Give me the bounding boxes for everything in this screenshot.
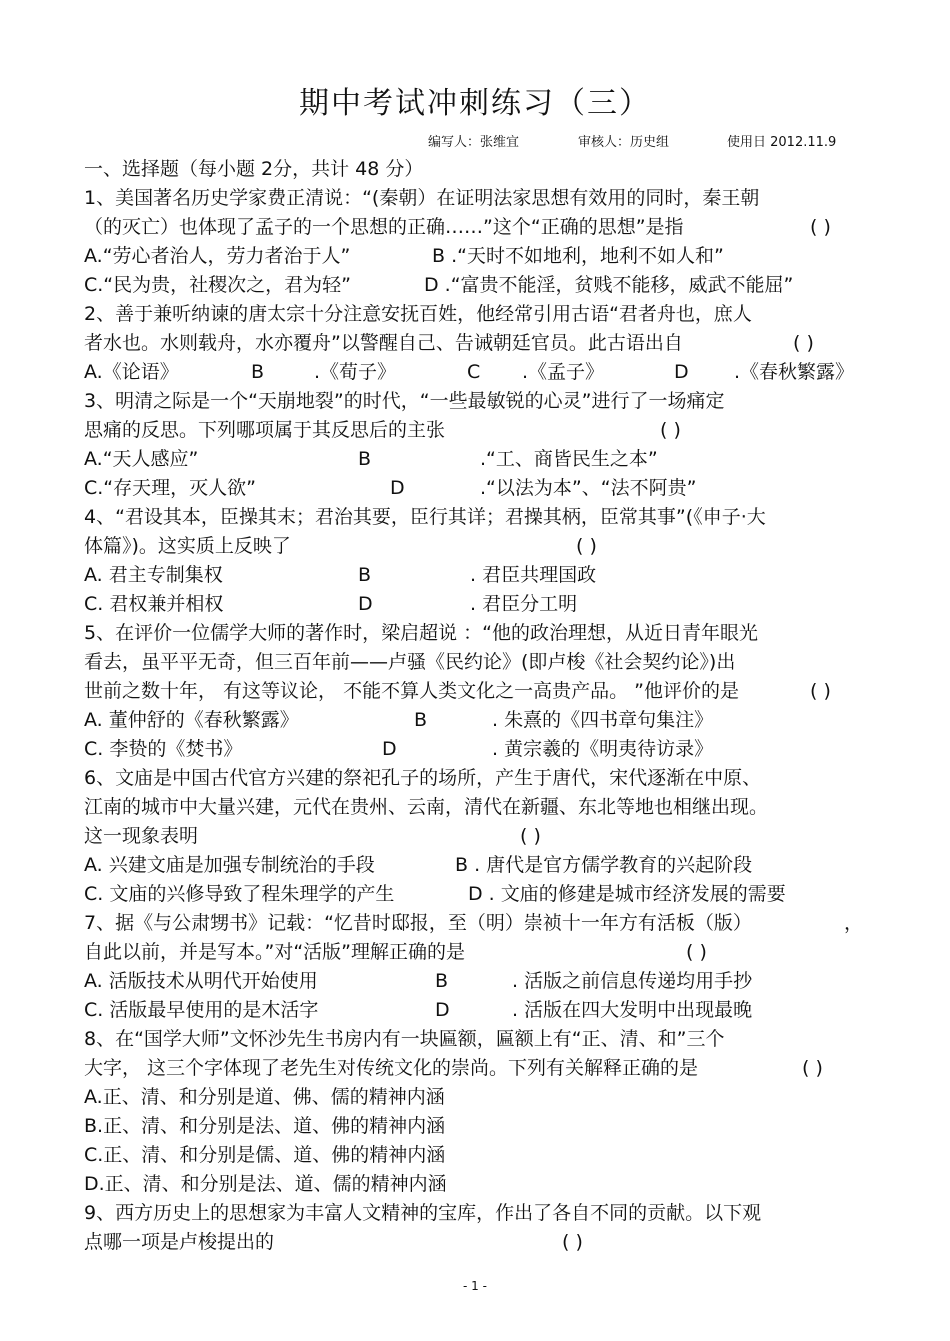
q3-stem-line-2 — [84, 418, 681, 442]
q6-stem-line-1: 6、文庙是中国古代官方兴建的祭祀孔子的场所，产生于唐代，宋代逐渐在中原、 — [84, 767, 762, 789]
q1-answer-blank: ( ) — [810, 216, 831, 238]
q5-option-d-letter: D — [382, 738, 397, 760]
q7-options-row-1 — [84, 969, 753, 993]
q5-stem-line-1: 5、在评价一位儒学大师的著作时，梁启超说 ：“他的政治理想，从近日青年眼光 — [84, 622, 758, 644]
q3-options-row-1 — [84, 447, 658, 471]
q1-options-row-2 — [84, 273, 794, 297]
q9-answer-blank: ( ) — [562, 1231, 583, 1253]
q6-options-row-1 — [84, 853, 753, 877]
q7-option-b-letter: B — [435, 970, 449, 992]
q6-stem-line-2: 江南的城市中大量兴建，元代在贵州、云南，清代在新疆、东北等地也相继出现。 — [84, 796, 769, 818]
q7-answer-blank: ( ) — [686, 941, 707, 963]
q4-options-row-1 — [84, 563, 597, 587]
q2-answer-blank: ( ) — [793, 332, 814, 354]
q2-stem-line-2 — [84, 331, 814, 355]
q7-stem-comma: ， — [844, 912, 864, 934]
q7-option-a: A. 活版技术从明代开始使用 — [84, 970, 318, 992]
q1-option-a: A.“劳心者治人，劳力者治于人” — [84, 245, 351, 267]
q8-stem-line-2 — [84, 1056, 823, 1080]
q7-stem-line-1 — [84, 911, 864, 935]
q3-stem-line-1: 3、明清之际是一个“天崩地裂”的时代，“一些最敏锐的心灵”进行了一场痛定 — [84, 390, 725, 412]
q3-option-d: .“以法为本”、“法不阿贵” — [480, 477, 697, 499]
q6-option-c: C. 文庙的兴修导致了程朱理学的产生 — [84, 883, 395, 905]
q4-option-c: C. 君权兼并相权 — [84, 593, 224, 615]
q6-answer-blank: ( ) — [520, 825, 541, 847]
q5-stem-line-2: 看去，虽平平无奇，但三百年前——卢骚《民约论》(即卢梭《社会契约论》)出 — [84, 651, 736, 673]
q2-stem-text: 者水也。水则载舟，水亦覆舟”以警醒自己、告诫朝廷官员。此古语出自 — [84, 332, 683, 354]
q2-option-c-letter: C — [467, 361, 481, 383]
q3-answer-blank: ( ) — [660, 419, 681, 441]
q6-stem-line-3 — [84, 824, 541, 848]
q7-stem-line-2 — [84, 940, 707, 964]
q2-option-d-letter: D — [674, 361, 689, 383]
q4-option-a: A. 君主专制集权 — [84, 564, 223, 586]
q9-stem-line-1: 9、西方历史上的思想家为丰富人文精神的宝库，作出了各自不同的贡献。以下观 — [84, 1202, 762, 1224]
q5-answer-blank: ( ) — [810, 680, 831, 702]
q8-option-c: C.正、清、和分别是儒、道、佛的精神内涵 — [84, 1144, 446, 1166]
q1-options-row-1 — [84, 244, 724, 268]
q4-option-b: . 君臣共理国政 — [470, 564, 597, 586]
q5-option-b-letter: B — [414, 709, 428, 731]
q2-option-a: A.《论语》 — [84, 361, 179, 383]
q9-stem-text: 点哪一项是卢梭提出的 — [84, 1231, 275, 1253]
q7-option-c: C. 活版最早使用的是木活字 — [84, 999, 319, 1021]
reviewer-label: 审核人：历史组 — [578, 135, 670, 150]
author-label: 编写人：张维宜 — [428, 135, 520, 150]
q6-options-row-2 — [84, 882, 786, 906]
q2-option-b-letter: B — [251, 361, 265, 383]
q7-stem-text-2: 自此以前，并是写本。”对“活版”理解正确的是 — [84, 941, 466, 963]
q8-option-d: D.正、清、和分别是法、道、儒的精神内涵 — [84, 1173, 447, 1195]
q5-option-c: C. 李贽的《焚书》 — [84, 738, 243, 760]
q3-option-d-letter: D — [390, 477, 405, 499]
q2-option-c: .《孟子》 — [522, 361, 605, 383]
q8-stem-line-1: 8、在“国学大师”文怀沙先生书房内有一块匾额，匾额上有“正、清、和”三个 — [84, 1028, 725, 1050]
q8-answer-blank: ( ) — [802, 1057, 823, 1079]
q4-options-row-2 — [84, 592, 578, 616]
q6-option-b: B . 唐代是官方儒学教育的兴起阶段 — [455, 854, 753, 876]
q1-option-c: C.“民为贵，社稷次之，君为轻” — [84, 274, 351, 296]
page-title: 期中考试冲刺练习（三） — [299, 86, 651, 121]
q3-option-a: A.“天人感应” — [84, 448, 199, 470]
q4-answer-blank: ( ) — [576, 535, 597, 557]
q4-stem-line-1: 4、“君设其本，臣操其末；君治其要，臣行其详；君操其柄，臣常其事”(《申子·大 — [84, 506, 766, 528]
q2-stem-line-1: 2、善于兼听纳谏的唐太宗十分注意安抚百姓，他经常引用古语“君者舟也，庶人 — [84, 303, 752, 325]
q5-stem-text: 世前之数十年， 有这等议论， 不能不算人类文化之一高贵产品。 ”他评价的是 — [84, 680, 739, 702]
q7-option-d-letter: D — [435, 999, 450, 1021]
q5-option-d: . 黄宗羲的《明夷待访录》 — [492, 738, 714, 760]
q1-option-b: B .“天时不如地利，地利不如人和” — [432, 245, 724, 267]
q7-option-d: . 活版在四大发明中出现最晚 — [512, 999, 753, 1021]
q6-option-d: D . 文庙的修建是城市经济发展的需要 — [468, 883, 786, 905]
q3-stem-text: 思痛的反思。下列哪项属于其反思后的主张 — [84, 419, 446, 441]
q2-option-b: .《荀子》 — [314, 361, 397, 383]
q1-option-d: D .“富贵不能淫，贫贱不能移，威武不能屈” — [424, 274, 794, 296]
q4-option-b-letter: B — [358, 564, 372, 586]
q2-options-row — [84, 360, 855, 384]
page-number: - 1 - — [463, 1279, 487, 1293]
q5-option-a: A. 董仲舒的《春秋繁露》 — [84, 709, 299, 731]
date-label: 使用日 2012.11.9 — [727, 135, 837, 150]
q7-stem-text: 7、据《与公肃甥书》记载：“忆昔时邸报，至（明）崇祯十一年方有活板（版） — [84, 912, 752, 934]
q7-options-row-2 — [84, 998, 753, 1022]
q9-stem-line-2 — [84, 1230, 583, 1254]
q4-stem-text: 体篇》)。这实质上反映了 — [84, 535, 291, 557]
section-heading: 一、选择题（每小题 2分，共计 48 分） — [84, 158, 424, 180]
q3-option-c: C.“存天理，灭人欲” — [84, 477, 256, 499]
q4-option-d-letter: D — [358, 593, 373, 615]
q8-option-a: A.正、清、和分别是道、佛、儒的精神内涵 — [84, 1086, 445, 1108]
q5-options-row-1 — [84, 708, 714, 732]
q5-options-row-2 — [84, 737, 714, 761]
q6-stem-text: 这一现象表明 — [84, 825, 199, 847]
q5-option-b: . 朱熹的《四书章句集注》 — [492, 709, 714, 731]
q3-option-b: .“工、商皆民生之本” — [480, 448, 658, 470]
q4-option-d: . 君臣分工明 — [470, 593, 578, 615]
q3-options-row-2 — [84, 476, 697, 500]
q8-stem-text: 大字， 这三个字体现了老先生对传统文化的崇尚。下列有关解释正确的是 — [84, 1057, 699, 1079]
q7-option-b: . 活版之前信息传递均用手抄 — [512, 970, 753, 992]
q4-stem-line-2 — [84, 534, 597, 558]
q5-stem-line-3 — [84, 679, 831, 703]
q1-stem-text: （的灭亡）也体现了孟子的一个思想的正确……”这个“正确的思想”是指 — [84, 216, 684, 238]
q1-stem-line-1: 1、美国著名历史学家费正清说：“(秦朝）在证明法家思想有效用的同时，秦王朝 — [84, 187, 760, 209]
q2-option-d: .《春秋繁露》 — [734, 361, 855, 383]
q6-option-a: A. 兴建文庙是加强专制统治的手段 — [84, 854, 375, 876]
q8-option-b: B.正、清、和分别是法、道、佛的精神内涵 — [84, 1115, 446, 1137]
q3-option-b-letter: B — [358, 448, 372, 470]
q1-stem-line-2 — [84, 215, 831, 239]
